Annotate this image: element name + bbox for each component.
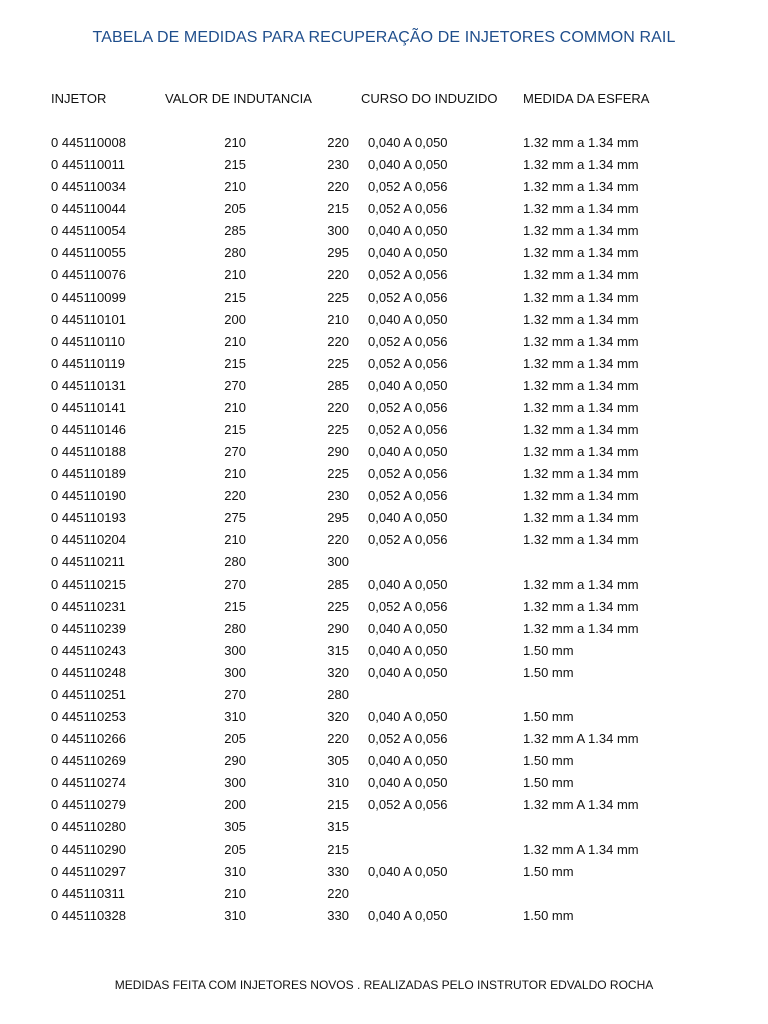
cell-injetor: 0 445110253 [51, 709, 126, 725]
cell-injetor: 0 445110215 [51, 576, 126, 592]
cell-inductance-max: 285 [327, 576, 349, 592]
cell-curso: 0,052 A 0,056 [368, 466, 448, 482]
cell-curso: 0,040 A 0,050 [368, 444, 448, 460]
table-row [0, 664, 768, 686]
cell-injetor: 0 445110231 [51, 598, 126, 614]
cell-curso: 0,040 A 0,050 [368, 642, 448, 658]
table-row [0, 686, 768, 708]
cell-injetor: 0 445110055 [51, 245, 126, 261]
cell-curso: 0,040 A 0,050 [368, 775, 448, 791]
cell-curso: 0,040 A 0,050 [368, 664, 448, 680]
cell-inductance-min: 200 [224, 797, 246, 813]
cell-injetor: 0 445110119 [51, 355, 125, 371]
table-row [0, 576, 768, 598]
table-row [0, 752, 768, 774]
cell-inductance-min: 270 [224, 444, 246, 460]
cell-inductance-min: 205 [224, 731, 246, 747]
header-esfera: MEDIDA DA ESFERA [523, 91, 650, 106]
cell-curso: 0,052 A 0,056 [368, 488, 448, 504]
cell-esfera: 1.32 mm A 1.34 mm [523, 731, 639, 747]
table-row [0, 708, 768, 730]
cell-esfera: 1.50 mm [523, 664, 574, 680]
cell-injetor: 0 445110034 [51, 179, 126, 195]
cell-curso: 0,052 A 0,056 [368, 267, 448, 283]
cell-injetor: 0 445110328 [51, 907, 126, 923]
cell-esfera: 1.50 mm [523, 709, 574, 725]
cell-inductance-min: 280 [224, 554, 246, 570]
cell-inductance-min: 215 [224, 422, 246, 438]
cell-injetor: 0 445110239 [51, 620, 126, 636]
cell-inductance-max: 220 [327, 731, 349, 747]
cell-inductance-min: 270 [224, 377, 246, 393]
cell-inductance-max: 220 [327, 333, 349, 349]
table-row [0, 531, 768, 553]
cell-inductance-min: 275 [224, 510, 246, 526]
cell-inductance-max: 220 [327, 179, 349, 195]
cell-inductance-min: 305 [224, 819, 246, 835]
cell-curso: 0,052 A 0,056 [368, 532, 448, 548]
table-row [0, 487, 768, 509]
cell-inductance-max: 285 [327, 377, 349, 393]
cell-inductance-max: 315 [327, 819, 349, 835]
cell-inductance-max: 220 [327, 135, 349, 150]
cell-injetor: 0 445110279 [51, 797, 126, 813]
table-row [0, 443, 768, 465]
table-row [0, 178, 768, 200]
cell-curso: 0,052 A 0,056 [368, 731, 448, 747]
cell-injetor: 0 445110110 [51, 333, 125, 349]
cell-inductance-max: 330 [327, 863, 349, 879]
cell-injetor: 0 445110266 [51, 731, 126, 747]
cell-injetor: 0 445110211 [51, 554, 125, 570]
cell-injetor: 0 445110008 [51, 135, 126, 150]
cell-inductance-max: 320 [327, 664, 349, 680]
cell-inductance-min: 300 [224, 642, 246, 658]
table-row [0, 509, 768, 531]
table-row [0, 620, 768, 642]
cell-curso: 0,052 A 0,056 [368, 399, 448, 415]
cell-inductance-min: 310 [224, 907, 246, 923]
cell-injetor: 0 445110248 [51, 664, 126, 680]
header-curso: CURSO DO INDUZIDO [361, 91, 498, 106]
cell-inductance-max: 225 [327, 289, 349, 305]
cell-curso: 0,052 A 0,056 [368, 201, 448, 217]
header-injetor: INJETOR [51, 91, 107, 106]
cell-inductance-max: 300 [327, 554, 349, 570]
table-row [0, 289, 768, 311]
cell-curso: 0,040 A 0,050 [368, 135, 448, 150]
cell-esfera: 1.32 mm a 1.34 mm [523, 598, 639, 614]
cell-inductance-min: 270 [224, 576, 246, 592]
table-row [0, 642, 768, 664]
cell-inductance-min: 210 [224, 135, 246, 150]
cell-esfera: 1.32 mm a 1.34 mm [523, 488, 639, 504]
cell-esfera: 1.50 mm [523, 863, 574, 879]
cell-injetor: 0 445110193 [51, 510, 126, 526]
cell-curso: 0,052 A 0,056 [368, 422, 448, 438]
cell-esfera: 1.32 mm A 1.34 mm [523, 797, 639, 813]
cell-curso: 0,040 A 0,050 [368, 863, 448, 879]
cell-inductance-max: 225 [327, 466, 349, 482]
cell-inductance-max: 215 [327, 201, 349, 217]
table-row [0, 465, 768, 487]
cell-injetor: 0 445110131 [51, 377, 126, 393]
cell-injetor: 0 445110204 [51, 532, 126, 548]
cell-inductance-max: 320 [327, 709, 349, 725]
cell-curso: 0,040 A 0,050 [368, 620, 448, 636]
cell-inductance-max: 295 [327, 245, 349, 261]
table-row [0, 244, 768, 266]
cell-inductance-min: 205 [224, 841, 246, 857]
cell-inductance-min: 210 [224, 399, 246, 415]
table-row [0, 377, 768, 399]
cell-curso: 0,052 A 0,056 [368, 598, 448, 614]
cell-curso: 0,040 A 0,050 [368, 753, 448, 769]
cell-injetor: 0 445110274 [51, 775, 126, 791]
cell-inductance-min: 210 [224, 333, 246, 349]
cell-inductance-min: 200 [224, 311, 246, 327]
table-row [0, 421, 768, 443]
footer-note: MEDIDAS FEITA COM INJETORES NOVOS . REALIZADAS PELO INSTRUTOR EDVALDO ROCHA [114, 978, 654, 992]
cell-esfera: 1.32 mm a 1.34 mm [523, 377, 639, 393]
cell-inductance-min: 280 [224, 245, 246, 261]
cell-inductance-max: 230 [327, 157, 349, 173]
cell-inductance-max: 210 [327, 311, 349, 327]
cell-esfera: 1.50 mm [523, 642, 574, 658]
cell-curso: 0,040 A 0,050 [368, 311, 448, 327]
cell-curso: 0,040 A 0,050 [368, 223, 448, 239]
cell-inductance-max: 225 [327, 355, 349, 371]
table-row [0, 818, 768, 840]
cell-injetor: 0 445110251 [51, 686, 126, 702]
cell-curso: 0,040 A 0,050 [368, 709, 448, 725]
cell-injetor: 0 445110243 [51, 642, 126, 658]
cell-esfera: 1.32 mm a 1.34 mm [523, 289, 639, 305]
injector-table-rows [0, 134, 768, 929]
cell-inductance-min: 210 [224, 179, 246, 195]
header-indutancia: VALOR DE INDUTANCIA [165, 91, 312, 106]
cell-esfera: 1.50 mm [523, 775, 574, 791]
cell-inductance-max: 225 [327, 598, 349, 614]
cell-inductance-max: 305 [327, 753, 349, 769]
cell-esfera: 1.32 mm a 1.34 mm [523, 333, 639, 349]
cell-injetor: 0 445110101 [51, 311, 126, 327]
cell-curso: 0,040 A 0,050 [368, 907, 448, 923]
cell-inductance-max: 215 [327, 841, 349, 857]
cell-esfera: 1.32 mm a 1.34 mm [523, 532, 639, 548]
table-row [0, 355, 768, 377]
cell-esfera: 1.32 mm a 1.34 mm [523, 157, 639, 173]
cell-inductance-min: 280 [224, 620, 246, 636]
table-row [0, 774, 768, 796]
cell-inductance-min: 215 [224, 598, 246, 614]
cell-esfera: 1.32 mm A 1.34 mm [523, 841, 639, 857]
table-row [0, 907, 768, 929]
table-row [0, 841, 768, 863]
cell-inductance-min: 210 [224, 885, 246, 901]
cell-esfera: 1.32 mm a 1.34 mm [523, 466, 639, 482]
cell-inductance-min: 215 [224, 355, 246, 371]
cell-injetor: 0 445110311 [51, 885, 125, 901]
cell-esfera: 1.32 mm a 1.34 mm [523, 422, 639, 438]
cell-inductance-max: 220 [327, 532, 349, 548]
cell-inductance-min: 220 [224, 488, 246, 504]
cell-inductance-min: 300 [224, 775, 246, 791]
cell-inductance-min: 290 [224, 753, 246, 769]
cell-inductance-min: 310 [224, 863, 246, 879]
table-row [0, 553, 768, 575]
cell-curso: 0,052 A 0,056 [368, 797, 448, 813]
cell-inductance-max: 315 [327, 642, 349, 658]
cell-esfera: 1.32 mm a 1.34 mm [523, 135, 639, 150]
cell-esfera: 1.32 mm a 1.34 mm [523, 510, 639, 526]
cell-curso: 0,040 A 0,050 [368, 245, 448, 261]
cell-inductance-max: 290 [327, 444, 349, 460]
cell-inductance-max: 330 [327, 907, 349, 923]
cell-inductance-max: 295 [327, 510, 349, 526]
cell-curso: 0,052 A 0,056 [368, 333, 448, 349]
table-row [0, 885, 768, 907]
cell-inductance-min: 285 [224, 223, 246, 239]
cell-injetor: 0 445110141 [51, 399, 126, 415]
table-row [0, 200, 768, 222]
cell-curso: 0,040 A 0,050 [368, 377, 448, 393]
cell-inductance-min: 215 [224, 157, 246, 173]
cell-injetor: 0 445110280 [51, 819, 126, 835]
cell-esfera: 1.32 mm a 1.34 mm [523, 620, 639, 636]
cell-inductance-max: 215 [327, 797, 349, 813]
cell-curso: 0,052 A 0,056 [368, 289, 448, 305]
cell-injetor: 0 445110011 [51, 157, 125, 173]
cell-esfera: 1.32 mm a 1.34 mm [523, 223, 639, 239]
cell-esfera: 1.32 mm a 1.34 mm [523, 267, 639, 283]
table-row [0, 598, 768, 620]
cell-inductance-min: 270 [224, 686, 246, 702]
table-row [0, 311, 768, 333]
cell-inductance-min: 205 [224, 201, 246, 217]
cell-inductance-min: 210 [224, 466, 246, 482]
cell-inductance-max: 290 [327, 620, 349, 636]
cell-curso: 0,040 A 0,050 [368, 510, 448, 526]
cell-injetor: 0 445110099 [51, 289, 126, 305]
cell-esfera: 1.32 mm a 1.34 mm [523, 576, 639, 592]
table-row [0, 156, 768, 178]
cell-injetor: 0 445110190 [51, 488, 126, 504]
cell-esfera: 1.32 mm a 1.34 mm [523, 444, 639, 460]
cell-curso: 0,052 A 0,056 [368, 355, 448, 371]
cell-inductance-min: 215 [224, 289, 246, 305]
cell-inductance-min: 210 [224, 267, 246, 283]
cell-esfera: 1.50 mm [523, 753, 574, 769]
cell-curso: 0,052 A 0,056 [368, 179, 448, 195]
cell-injetor: 0 445110044 [51, 201, 126, 217]
cell-inductance-min: 310 [224, 709, 246, 725]
cell-inductance-max: 230 [327, 488, 349, 504]
cell-esfera: 1.32 mm a 1.34 mm [523, 245, 639, 261]
table-row [0, 134, 768, 156]
cell-inductance-max: 310 [327, 775, 349, 791]
cell-esfera: 1.32 mm a 1.34 mm [523, 179, 639, 195]
table-row [0, 399, 768, 421]
cell-inductance-max: 300 [327, 223, 349, 239]
cell-esfera: 1.32 mm a 1.34 mm [523, 201, 639, 217]
cell-inductance-min: 300 [224, 664, 246, 680]
cell-injetor: 0 445110297 [51, 863, 126, 879]
cell-injetor: 0 445110188 [51, 444, 126, 460]
cell-inductance-min: 210 [224, 532, 246, 548]
cell-esfera: 1.32 mm a 1.34 mm [523, 355, 639, 371]
cell-injetor: 0 445110054 [51, 223, 126, 239]
cell-injetor: 0 445110076 [51, 267, 126, 283]
cell-inductance-max: 220 [327, 267, 349, 283]
table-row [0, 863, 768, 885]
cell-esfera: 1.50 mm [523, 907, 574, 923]
table-row [0, 266, 768, 288]
table-row [0, 796, 768, 818]
table-row [0, 730, 768, 752]
cell-esfera: 1.32 mm a 1.34 mm [523, 311, 639, 327]
cell-inductance-max: 220 [327, 399, 349, 415]
cell-inductance-max: 220 [327, 885, 349, 901]
cell-inductance-max: 280 [327, 686, 349, 702]
cell-inductance-max: 225 [327, 422, 349, 438]
table-row [0, 222, 768, 244]
cell-injetor: 0 445110290 [51, 841, 126, 857]
cell-injetor: 0 445110189 [51, 466, 126, 482]
table-row [0, 333, 768, 355]
cell-injetor: 0 445110269 [51, 753, 126, 769]
cell-curso: 0,040 A 0,050 [368, 576, 448, 592]
cell-curso: 0,040 A 0,050 [368, 157, 448, 173]
cell-esfera: 1.32 mm a 1.34 mm [523, 399, 639, 415]
page-title: TABELA DE MEDIDAS PARA RECUPERAÇÃO DE INJETORES COMMON RAIL [92, 29, 676, 46]
cell-injetor: 0 445110146 [51, 422, 126, 438]
